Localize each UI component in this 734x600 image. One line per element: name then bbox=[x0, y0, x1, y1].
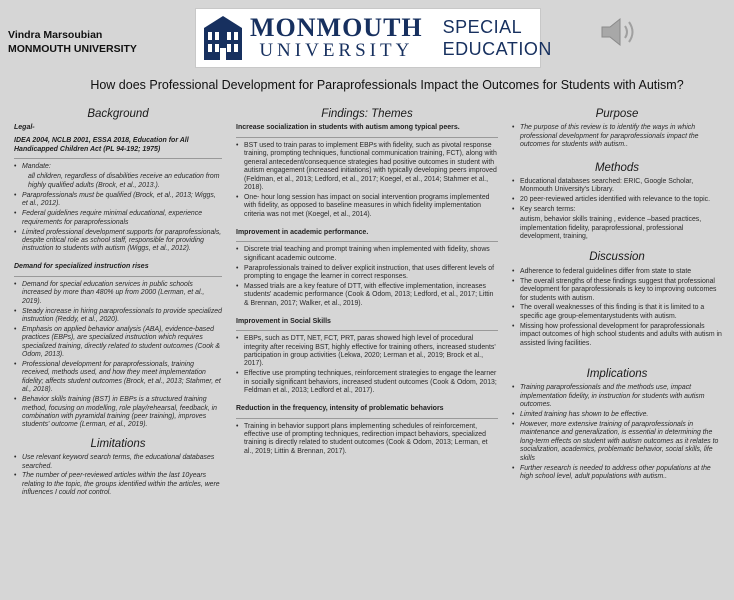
list-item: • Paraprofessionals must be qualified (Brock, et al., 2013; Wiggs, et al., 2012). bbox=[14, 192, 222, 209]
section-divider bbox=[236, 330, 498, 331]
finding-heading-socialization: Increase socialization in students with autism among typical peers. bbox=[236, 124, 460, 132]
legal-heading: Legal- bbox=[14, 124, 35, 132]
methods-key-terms: autism, behavior skills training , evidence –based practices, implementation fidelity, paraprofessional, professional development, training, bbox=[520, 216, 702, 240]
list-item: • Further research is needed to address other populations at the high school level, adult populations with autism.. bbox=[512, 465, 722, 482]
list-item: • Limited training has shown to be effective. bbox=[512, 411, 722, 419]
finding-list-academic bbox=[236, 246, 498, 308]
section-divider bbox=[236, 418, 498, 419]
logo-wordmark bbox=[250, 15, 423, 61]
list-item: • Steady increase in hiring paraprofessionals to provide specialized instruction (Reddy, et al., 2020). bbox=[14, 308, 222, 325]
department-name bbox=[443, 16, 552, 60]
speaker-icon[interactable] bbox=[598, 16, 638, 48]
list-item: • Emphasis on applied behavior analysis (ABA), evidence-based practices (EBPs), are specialized instruction which requires specialized training, directly related to student outcomes (Cook & Odom, 2013). bbox=[14, 326, 222, 360]
list-item: • Adherence to federal guidelines differ from state to state bbox=[512, 268, 722, 276]
background-list bbox=[14, 192, 222, 254]
author-name: Vindra Marsoubian bbox=[8, 29, 103, 41]
list-item: • Paraprofessionals trained to deliver explicit instruction, that uses different levels of prompting to engage the learner in correct responses. bbox=[236, 265, 498, 282]
finding-list-behaviors bbox=[236, 423, 498, 457]
finding-heading-social-skills: Improvement in Social Skills bbox=[236, 317, 331, 325]
list-item: • Behavior skills training (BST) in EBPs is a structured training method, focusing on modelling, role play/rehearsal, feedback, in combination with pyramidal training (peer training), improves students' outcome (Lerman, et al., 2019). bbox=[14, 396, 222, 430]
purpose-list bbox=[512, 124, 722, 149]
background-heading: Background bbox=[87, 108, 149, 120]
list-item: • Training in behavior support plans implementing schedules of reinforcement, effective use of prompting techniques, redirection impact behaviors, specialized training is directly related to student outcomes (Cook & Odom, 2013; Lerman, et al., 2019; Littin & Brennan, 2017). bbox=[236, 423, 498, 457]
demand-list bbox=[14, 281, 222, 430]
implications-heading: Implications bbox=[586, 367, 648, 380]
limitations-list bbox=[14, 454, 222, 498]
finding-list-socialization bbox=[236, 142, 498, 219]
methods-heading: Methods bbox=[594, 161, 640, 174]
mandate-text: all children, regardless of disabilities receive an education from highly qualified adults (Brock, et al., 2013.). bbox=[28, 173, 220, 189]
middle-column bbox=[236, 104, 498, 458]
section-divider bbox=[14, 158, 222, 159]
demand-heading: Demand for specialized instruction rises bbox=[14, 263, 149, 271]
list-item: • Federal guidelines require minimal educational, experience requirements for paraprofessionals bbox=[14, 210, 222, 227]
list-item: • Effective use prompting techniques, reinforcement strategies to engage the learner in socially significant behaviors, increased student outcomes (Cook & Odom, 2013; Feldman et al., 2013; Ledford et al., 2017). bbox=[236, 370, 498, 395]
university-logo bbox=[195, 8, 552, 68]
list-item: • Key search terms: bbox=[512, 206, 722, 214]
list-item: • Discrete trial teaching and prompt training when implemented with fidelity, shows significant academic outcome. bbox=[236, 246, 498, 263]
purpose-heading: Purpose bbox=[595, 108, 639, 120]
section-divider bbox=[14, 276, 222, 277]
list-item: • Educational databases searched: ERIC, Google Scholar, Monmouth University's Library. bbox=[512, 178, 722, 195]
list-item: • 20 peer-reviewed articles identified with relevance to the topic. bbox=[512, 196, 722, 204]
section-divider bbox=[236, 137, 498, 138]
author-block bbox=[8, 28, 137, 56]
logo-bottom-text: UNIVERSITY bbox=[259, 40, 414, 61]
right-column bbox=[512, 104, 722, 483]
section-divider bbox=[236, 241, 498, 242]
finding-heading-academic: Improvement in academic performance. bbox=[236, 228, 369, 236]
discussion-heading: Discussion bbox=[589, 251, 645, 264]
list-item: • BST used to train paras to implement EBPs with fidelity, such as pivotal response training, prompting techniques, functional communication training, FCT), along with general antecedent/consequence strategies had positive outcomes in student with autism engagement (increased initiations) with typically developing peers improved (Feldman, et al., 2013; Ledford, et al., 2017; Koegel, et al., 2014; Stahmer et al., 2018). bbox=[236, 142, 498, 192]
poster-title: How does Professional Development for Paraprofessionals Impact the Outcomes for Students with Autism? bbox=[90, 78, 684, 92]
list-item: • Massed trials are a key feature of DTT, with effective implementation, increases students' academic performance (Cook & Odom, 2013; Ledford, et al., 2017; Littin & Brennan, 2017; Walker, et al., 2019). bbox=[236, 283, 498, 308]
background-list bbox=[14, 163, 222, 171]
list-item: • The number of peer-reviewed articles within the last 10years relating to the topic, the groups identified within the articles, were influences I could not control. bbox=[14, 472, 222, 497]
left-column bbox=[14, 104, 222, 499]
list-item: • One- hour long session has impact on social intervention programs implemented with fidelity, as opposed to baseline measures in which fidelity implementation criteria was not met (Koegel, et al., 2014). bbox=[236, 194, 498, 219]
list-item: • However, more extensive training of paraprofessionals in maintenance and generalization, is essential in determining the long-term effects on student with autism outcomes as it relates to socialization, academics, problematic behavior, social skills, life skills bbox=[512, 421, 722, 463]
list-item: • The overall strengths of these findings suggest that professional development for paraprofessionals is key to improving outcomes for students with autism. bbox=[512, 278, 722, 303]
list-item: • Demand for special education services in public schools increased by more than 480% up from 2000 (Lerman, et al., 2019). bbox=[14, 281, 222, 306]
list-item: • The overall weaknesses of this finding is that it is limited to a specific age group-elementarystudents with autism. bbox=[512, 304, 722, 321]
finding-list-social-skills bbox=[236, 335, 498, 395]
department-line-1: SPECIAL bbox=[442, 17, 523, 37]
findings-heading: Findings: Themes bbox=[321, 108, 413, 120]
methods-list bbox=[512, 178, 722, 215]
limitations-heading: Limitations bbox=[90, 437, 146, 450]
list-item: • The purpose of this review is to identify the ways in which professional development for paraprofessionals impact the outcomes for students with autism.. bbox=[512, 124, 722, 149]
list-item: • Training paraprofessionals and the methods use, impact implementation fidelity, in instruction for students with autism outcomes. bbox=[512, 384, 722, 409]
legal-text: IDEA 2004, NCLB 2001, ESSA 2018, Education for All Handicapped Children Act (PL 94-192; 1975) bbox=[14, 137, 189, 153]
list-item: • EBPs, such as DTT, NET, FCT, PRT, paras showed high level of procedural integrity after receiving BST, highly effective for training others, increased students' participation in group activities (Lekwa, 2020; Lerman et al., 2019; Brock et al., 2017). bbox=[236, 335, 498, 369]
implications-list bbox=[512, 384, 722, 481]
list-item: • Missing how professional development for paraprofessionals impact outcomes of high school students and adults with autism in assisted living facilities. bbox=[512, 323, 722, 348]
author-affiliation: MONMOUTH UNIVERSITY bbox=[8, 43, 137, 55]
discussion-list bbox=[512, 268, 722, 348]
list-item: • Mandate: bbox=[14, 163, 222, 171]
finding-heading-behaviors: Reduction in the frequency, intensity of problematic behaviors bbox=[236, 405, 444, 413]
list-item: • Use relevant keyword search terms, the educational databases searched. bbox=[14, 454, 222, 471]
list-item: • Professional development for paraprofessionals, training received, methods used, and how they meet implementation fidelity; affects student outcomes (Brock, et al., 2013; Stahmer, et al., 2018). bbox=[14, 361, 222, 395]
department-line-2: EDUCATION bbox=[442, 39, 552, 59]
list-item: • Limited professional development supports for paraprofessionals, despite critical role as school staff, responsible for providing instruction to students with autism (Wiggs, et al., 2012). bbox=[14, 229, 222, 254]
university-seal-icon bbox=[202, 14, 244, 62]
logo-top-text: MONMOUTH bbox=[250, 13, 423, 42]
